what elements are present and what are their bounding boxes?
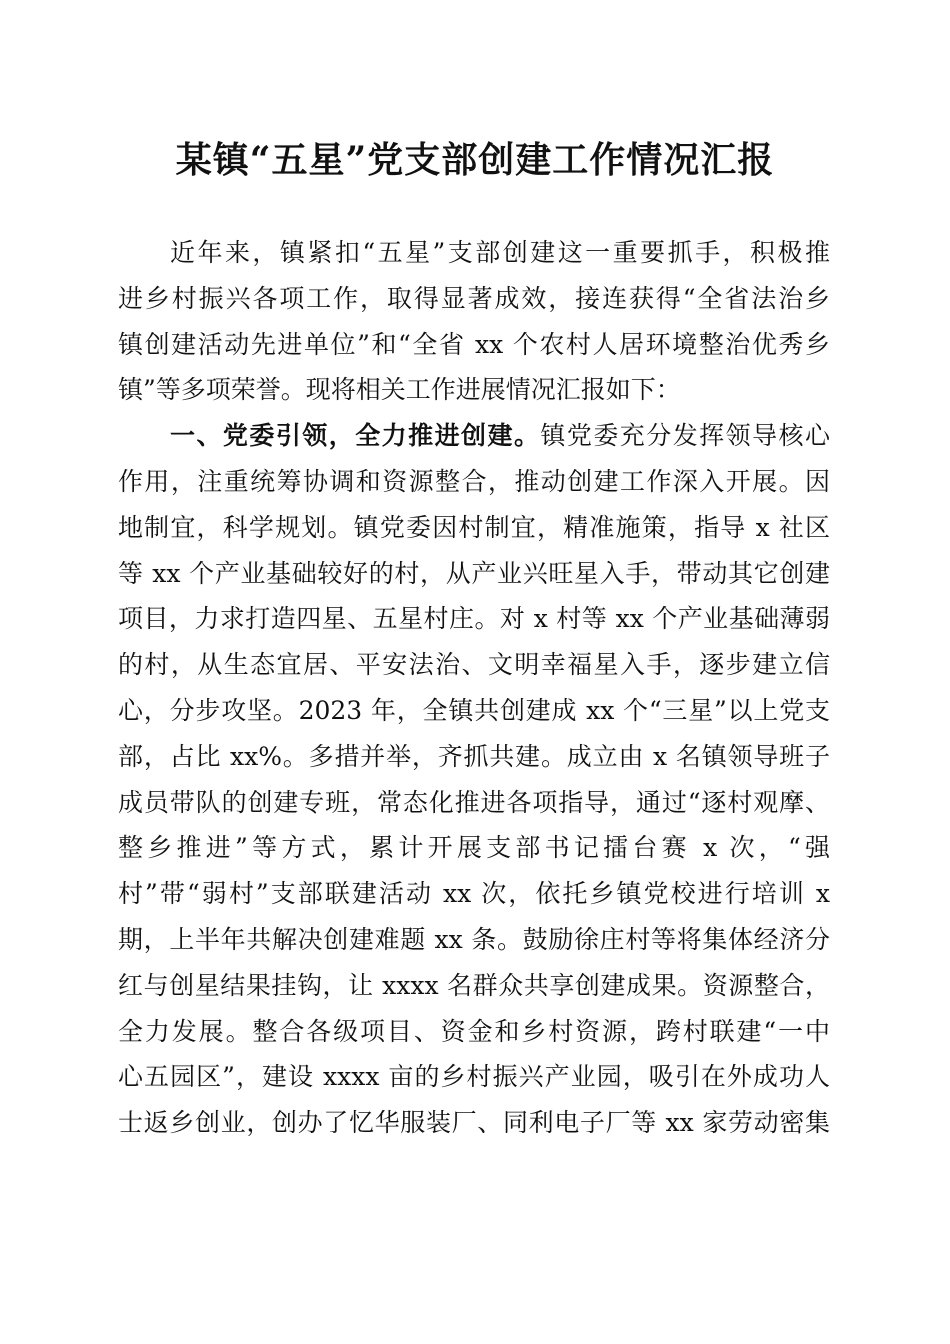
paragraph-section-one — [118, 413, 830, 1146]
text-line: 期，上半年共解决创建难题 xx 条。鼓励徐庄村等将集体经济分 — [118, 924, 830, 954]
text-line: 等 xx 个产业基础较好的村，从产业兴旺星入手，带动其它创建 — [118, 558, 830, 588]
text-line: 镇创建活动先进单位”和“全省 xx 个农村人居环境整治优秀乡 — [118, 329, 830, 359]
text-line: 部，占比 xx%。多措并举，齐抓共建。成立由 x 名镇领导班子 — [118, 741, 830, 771]
text-line: 心五园区”，建设 xxxx 亩的乡村振兴产业园，吸引在外成功人 — [118, 1062, 830, 1092]
text-line: 整乡推进”等方式，累计开展支部书记擂台赛 x 次，“强 — [118, 833, 830, 863]
text-line: 地制宜，科学规划。镇党委因村制宜，精准施策，指导 x 社区 — [118, 512, 830, 542]
text-line: 全力发展。整合各级项目、资金和乡村资源，跨村联建“一中 — [118, 1016, 830, 1046]
text-line: 村”带“弱村”支部联建活动 xx 次，依托乡镇党校进行培训 x — [118, 879, 830, 909]
text-line: 进乡村振兴各项工作，取得显著成效，接连获得“全省法治乡 — [118, 283, 830, 313]
section-heading-rest: 镇党委充分发挥领导核心 — [540, 421, 830, 451]
text-line: 心，分步攻坚。2023 年，全镇共创建成 xx 个“三星”以上党支 — [118, 695, 830, 725]
text-line: 项目，力求打造四星、五星村庄。对 x 村等 xx 个产业基础薄弱 — [118, 604, 830, 634]
text-line — [118, 413, 830, 459]
section-heading: 一、党委引领，全力推进创建。 — [170, 421, 541, 451]
text-line: 红与创星结果挂钩，让 xxxx 名群众共享创建成果。资源整合， — [118, 970, 830, 1000]
text-line: 成员带队的创建专班，常态化推进各项指导，通过“逐村观摩、 — [118, 787, 830, 817]
text-line: 的村，从生态宜居、平安法治、文明幸福星入手，逐步建立信 — [118, 650, 830, 680]
document-body — [118, 230, 830, 1146]
text-line: 士返乡创业，创办了忆华服装厂、同利电子厂等 xx 家劳动密集 — [118, 1108, 830, 1138]
text-line: 近年来，镇紧扣“五星”支部创建这一重要抓手，积极推 — [170, 238, 830, 267]
text-line: 镇”等多项荣誉。现将相关工作进展情况汇报如下： — [118, 375, 681, 405]
text-line: 作用，注重统筹协调和资源整合，推动创建工作深入开展。因 — [118, 466, 830, 496]
paragraph-intro — [118, 230, 830, 413]
document-title: 某镇“五星”党支部创建工作情况汇报 — [175, 139, 775, 181]
